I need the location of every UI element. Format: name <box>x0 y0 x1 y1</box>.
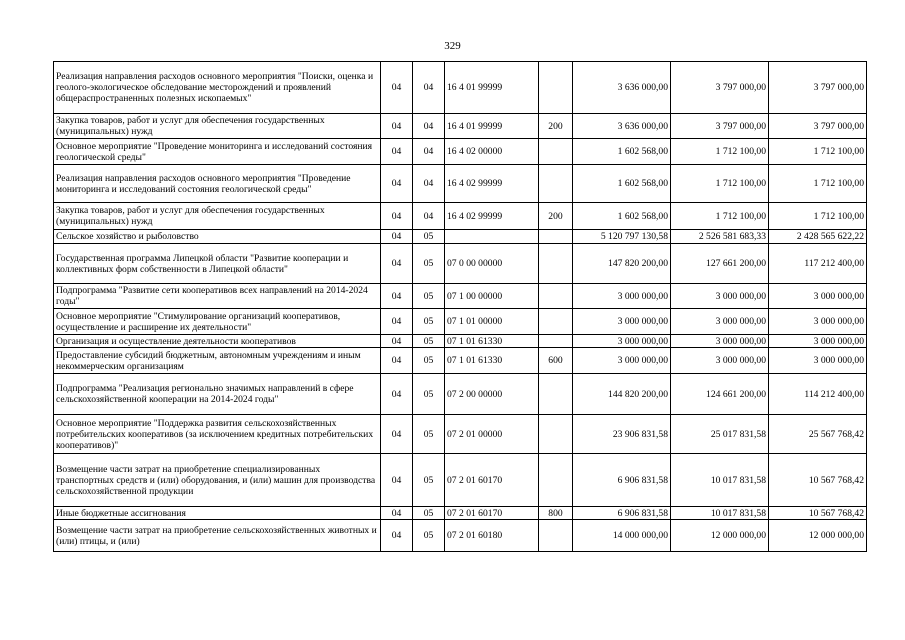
amount-year-3: 1 712 100,00 <box>769 165 867 203</box>
table-row <box>54 203 867 230</box>
row-name: Государственная программа Липецкой области "Развитие кооперации и коллективных форм собственности в Липецкой области" <box>54 244 381 284</box>
amount-year-1: 3 000 000,00 <box>573 284 671 309</box>
target-article-code: 16 4 02 99999 <box>445 203 539 230</box>
row-name: Закупка товаров, работ и услуг для обеспечения государственных (муниципальных) нужд <box>54 114 381 139</box>
row-name: Реализация направления расходов основного мероприятия "Проведение мониторинга и исследований состояния геологической среды" <box>54 165 381 203</box>
target-article-code: 07 1 01 61330 <box>445 348 539 374</box>
expense-type-code <box>539 415 573 454</box>
table-row <box>54 139 867 165</box>
amount-year-1: 6 906 831,58 <box>573 454 671 507</box>
amount-year-3: 1 712 100,00 <box>769 139 867 165</box>
amount-year-3: 3 000 000,00 <box>769 335 867 348</box>
amount-year-2: 3 000 000,00 <box>671 348 769 374</box>
table-row <box>54 114 867 139</box>
expense-type-code <box>539 139 573 165</box>
expense-type-code <box>539 374 573 415</box>
subsection-code: 05 <box>413 335 445 348</box>
amount-year-1: 1 602 568,00 <box>573 203 671 230</box>
amount-year-2: 3 000 000,00 <box>671 335 769 348</box>
table-row <box>54 284 867 309</box>
amount-year-2: 2 526 581 683,33 <box>671 230 769 244</box>
table-row <box>54 62 867 114</box>
amount-year-1: 144 820 200,00 <box>573 374 671 415</box>
target-article-code: 16 4 01 99999 <box>445 114 539 139</box>
amount-year-1: 147 820 200,00 <box>573 244 671 284</box>
subsection-code: 05 <box>413 507 445 520</box>
target-article-code: 16 4 02 99999 <box>445 165 539 203</box>
table-row <box>54 348 867 374</box>
subsection-code: 05 <box>413 454 445 507</box>
subsection-code: 04 <box>413 114 445 139</box>
amount-year-1: 3 000 000,00 <box>573 335 671 348</box>
amount-year-1: 1 602 568,00 <box>573 165 671 203</box>
amount-year-2: 3 797 000,00 <box>671 114 769 139</box>
section-code: 04 <box>381 454 413 507</box>
table-row <box>54 165 867 203</box>
amount-year-3: 25 567 768,42 <box>769 415 867 454</box>
subsection-code: 05 <box>413 284 445 309</box>
row-name: Иные бюджетные ассигнования <box>54 507 381 520</box>
section-code: 04 <box>381 62 413 114</box>
amount-year-2: 25 017 831,58 <box>671 415 769 454</box>
expense-type-code: 200 <box>539 114 573 139</box>
subsection-code: 04 <box>413 203 445 230</box>
budget-table <box>53 61 867 552</box>
amount-year-2: 1 712 100,00 <box>671 139 769 165</box>
expense-type-code: 600 <box>539 348 573 374</box>
amount-year-3: 1 712 100,00 <box>769 203 867 230</box>
target-article-code <box>445 230 539 244</box>
subsection-code: 05 <box>413 230 445 244</box>
amount-year-2: 124 661 200,00 <box>671 374 769 415</box>
expense-type-code <box>539 309 573 335</box>
amount-year-3: 3 000 000,00 <box>769 309 867 335</box>
amount-year-1: 1 602 568,00 <box>573 139 671 165</box>
amount-year-2: 3 000 000,00 <box>671 309 769 335</box>
table-row <box>54 230 867 244</box>
amount-year-1: 14 000 000,00 <box>573 520 671 552</box>
amount-year-3: 10 567 768,42 <box>769 454 867 507</box>
amount-year-1: 6 906 831,58 <box>573 507 671 520</box>
target-article-code: 16 4 02 00000 <box>445 139 539 165</box>
expense-type-code <box>539 244 573 284</box>
row-name: Основное мероприятие "Стимулирование организаций кооперативов, осуществление и расширение их деятельности" <box>54 309 381 335</box>
target-article-code: 07 2 01 00000 <box>445 415 539 454</box>
target-article-code: 07 2 00 00000 <box>445 374 539 415</box>
table-row <box>54 309 867 335</box>
section-code: 04 <box>381 203 413 230</box>
amount-year-1: 3 636 000,00 <box>573 114 671 139</box>
row-name: Сельское хозяйство и рыболовство <box>54 230 381 244</box>
amount-year-3: 10 567 768,42 <box>769 507 867 520</box>
row-name: Основное мероприятие "Проведение мониторинга и исследований состояния геологической среды" <box>54 139 381 165</box>
section-code: 04 <box>381 139 413 165</box>
amount-year-3: 3 000 000,00 <box>769 284 867 309</box>
amount-year-3: 3 797 000,00 <box>769 114 867 139</box>
subsection-code: 04 <box>413 62 445 114</box>
row-name: Основное мероприятие "Поддержка развития сельскохозяйственных потребительских кооперативов (за исключением кредитных потребительских кооперативов)" <box>54 415 381 454</box>
table-row <box>54 520 867 552</box>
section-code: 04 <box>381 415 413 454</box>
section-code: 04 <box>381 507 413 520</box>
table-row <box>54 507 867 520</box>
amount-year-3: 3 797 000,00 <box>769 62 867 114</box>
amount-year-2: 10 017 831,58 <box>671 507 769 520</box>
table-row <box>54 244 867 284</box>
expense-type-code <box>539 454 573 507</box>
amount-year-1: 23 906 831,58 <box>573 415 671 454</box>
table-row <box>54 454 867 507</box>
amount-year-2: 3 000 000,00 <box>671 284 769 309</box>
amount-year-3: 3 000 000,00 <box>769 348 867 374</box>
target-article-code: 07 1 00 00000 <box>445 284 539 309</box>
section-code: 04 <box>381 244 413 284</box>
subsection-code: 05 <box>413 415 445 454</box>
row-name: Реализация направления расходов основного мероприятия "Поиски, оценка и геолого-экологическое обследование месторождений и проявлений общераспространенных полезных ископаемых" <box>54 62 381 114</box>
expense-type-code: 800 <box>539 507 573 520</box>
subsection-code: 05 <box>413 348 445 374</box>
target-article-code: 16 4 01 99999 <box>445 62 539 114</box>
subsection-code: 05 <box>413 309 445 335</box>
amount-year-1: 5 120 797 130,58 <box>573 230 671 244</box>
table-row <box>54 374 867 415</box>
row-name: Предоставление субсидий бюджетным, автономным учреждениям и иным некоммерческим организациям <box>54 348 381 374</box>
amount-year-3: 117 212 400,00 <box>769 244 867 284</box>
target-article-code: 07 1 01 61330 <box>445 335 539 348</box>
table-row <box>54 335 867 348</box>
section-code: 04 <box>381 165 413 203</box>
section-code: 04 <box>381 114 413 139</box>
target-article-code: 07 2 01 60170 <box>445 454 539 507</box>
subsection-code: 05 <box>413 244 445 284</box>
amount-year-2: 3 797 000,00 <box>671 62 769 114</box>
amount-year-1: 3 000 000,00 <box>573 348 671 374</box>
expense-type-code <box>539 284 573 309</box>
section-code: 04 <box>381 284 413 309</box>
section-code: 04 <box>381 335 413 348</box>
section-code: 04 <box>381 348 413 374</box>
amount-year-2: 1 712 100,00 <box>671 203 769 230</box>
row-name: Возмещение части затрат на приобретение сельскохозяйственных животных и (или) птицы, и (или) <box>54 520 381 552</box>
target-article-code: 07 2 01 60180 <box>445 520 539 552</box>
row-name: Подпрограмма "Реализация регионально значимых направлений в сфере сельскохозяйственной кооперации на 2014-2024 годы" <box>54 374 381 415</box>
target-article-code: 07 2 01 60170 <box>445 507 539 520</box>
amount-year-2: 10 017 831,58 <box>671 454 769 507</box>
section-code: 04 <box>381 230 413 244</box>
expense-type-code: 200 <box>539 203 573 230</box>
row-name: Закупка товаров, работ и услуг для обеспечения государственных (муниципальных) нужд <box>54 203 381 230</box>
row-name: Подпрограмма "Развитие сети кооперативов всех направлений на 2014-2024 годы" <box>54 284 381 309</box>
target-article-code: 07 1 01 00000 <box>445 309 539 335</box>
row-name: Организация и осуществление деятельности кооперативов <box>54 335 381 348</box>
target-article-code: 07 0 00 00000 <box>445 244 539 284</box>
amount-year-3: 114 212 400,00 <box>769 374 867 415</box>
amount-year-3: 2 428 565 622,22 <box>769 230 867 244</box>
section-code: 04 <box>381 520 413 552</box>
amount-year-3: 12 000 000,00 <box>769 520 867 552</box>
subsection-code: 04 <box>413 165 445 203</box>
amount-year-1: 3 000 000,00 <box>573 309 671 335</box>
amount-year-1: 3 636 000,00 <box>573 62 671 114</box>
subsection-code: 05 <box>413 520 445 552</box>
expense-type-code <box>539 230 573 244</box>
page-number: 329 <box>444 40 461 52</box>
expense-type-code <box>539 520 573 552</box>
subsection-code: 04 <box>413 139 445 165</box>
amount-year-2: 1 712 100,00 <box>671 165 769 203</box>
expense-type-code <box>539 62 573 114</box>
section-code: 04 <box>381 309 413 335</box>
row-name: Возмещение части затрат на приобретение специализированных транспортных средств и (или) оборудования, и (или) машин для производства сельскохозяйственной продукции <box>54 454 381 507</box>
expense-type-code <box>539 165 573 203</box>
expense-type-code <box>539 335 573 348</box>
section-code: 04 <box>381 374 413 415</box>
subsection-code: 05 <box>413 374 445 415</box>
amount-year-2: 12 000 000,00 <box>671 520 769 552</box>
table-row <box>54 415 867 454</box>
amount-year-2: 127 661 200,00 <box>671 244 769 284</box>
